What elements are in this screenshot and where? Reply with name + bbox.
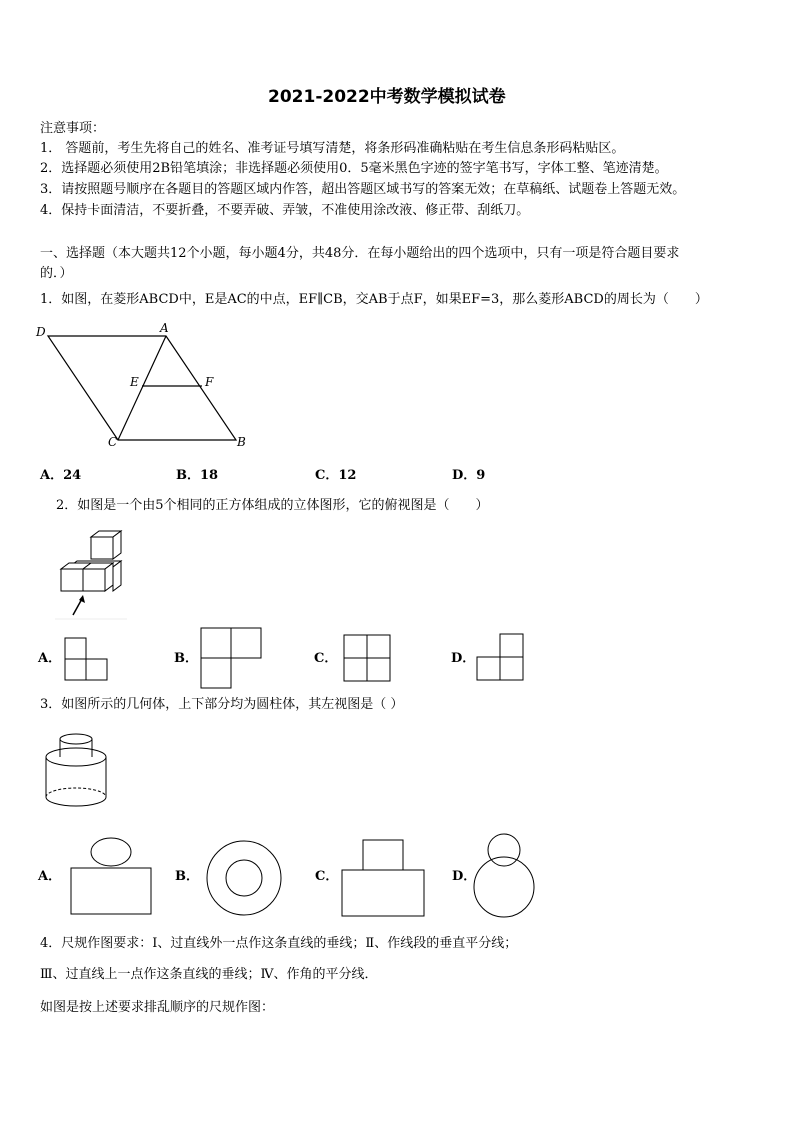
q1-option-b[interactable]: B．18	[176, 468, 219, 483]
question-4-line3: 如图是按上述要求排乱顺序的尺规作图：	[40, 1000, 275, 1015]
diagonal-ac	[118, 336, 166, 440]
label-e: E	[130, 375, 139, 389]
q3-option-a-figure	[68, 834, 158, 920]
question-2-text: 2．如图是一个由5个相同的正方体组成的立体图形，它的俯视图是（ ）	[56, 498, 489, 513]
q2-option-d-figure	[475, 632, 525, 682]
cubes-figure	[55, 527, 145, 627]
q2-option-a[interactable]: A．	[38, 651, 62, 666]
q3-option-b[interactable]: B．	[175, 869, 199, 884]
label-a: A	[160, 321, 169, 335]
q1-option-c[interactable]: C．12	[315, 468, 357, 483]
label-c: C	[108, 435, 118, 449]
q1-option-d[interactable]: D．9	[452, 468, 486, 483]
question-1-text: 1．如图，在菱形ABCD中，E是AC的中点，EF∥CB，交AB于点F，如果EF=3，那么菱形ABCD的周长为（ ）	[40, 292, 708, 307]
section-heading: 一、选择题（本大题共12个小题，每小题4分，共48分．在每小题给出的四个选项中，只有一项是符合题目要求	[40, 246, 680, 261]
question-3-text: 3．如图所示的几何体，上下部分均为圆柱体，其左视图是（ ）	[40, 697, 404, 712]
q2-option-c[interactable]: C．	[314, 651, 338, 666]
q2-option-a-figure	[63, 636, 109, 682]
notice-heading: 注意事项：	[40, 121, 106, 136]
notice-item: 1． 答题前，考生先将自己的姓名、准考证号填写清楚，将条形码准确粘贴在考生信息条形码粘贴区。	[40, 141, 625, 156]
question-4-line2: Ⅲ、过直线上一点作这条直线的垂线；Ⅳ、作角的平分线．	[40, 967, 378, 982]
q2-option-d[interactable]: D．	[451, 651, 476, 666]
notice-item: 4．保持卡面清洁，不要折叠，不要弄破、弄皱，不准使用涂改液、修正带、刮纸刀。	[40, 203, 530, 218]
label-b: B	[237, 435, 246, 449]
q3-option-a[interactable]: A．	[38, 869, 62, 884]
q1-option-a[interactable]: A．24	[40, 468, 82, 483]
section-heading-cont: 的．）	[40, 266, 73, 281]
rhombus-figure	[30, 320, 290, 450]
q3-option-c[interactable]: C．	[315, 869, 339, 884]
notice-item: 3．请按照题号顺序在各题目的答题区域内作答，超出答题区域书写的答案无效；在草稿纸、试题卷上答题无效。	[40, 182, 686, 197]
cylinders-figure	[42, 729, 122, 819]
question-4-line1: 4．尺规作图要求：Ⅰ、过直线外一点作这条直线的垂线；Ⅱ、作线段的垂直平分线；	[40, 936, 518, 951]
notice-item: 2．选择题必须使用2B铅笔填涂；非选择题必须使用0．5毫米黑色字迹的签字笔书写，字体工整、笔迹清楚。	[40, 161, 668, 176]
q3-option-d-figure	[477, 832, 537, 922]
q3-option-b-figure	[204, 838, 284, 918]
q2-option-c-figure	[342, 633, 392, 683]
q3-option-c-figure	[339, 838, 429, 920]
q2-option-b[interactable]: B．	[174, 651, 198, 666]
label-f: F	[205, 375, 214, 389]
q2-option-b-figure	[199, 626, 263, 690]
q3-option-d[interactable]: D．	[452, 869, 477, 884]
label-d: D	[36, 325, 46, 339]
page-title: 2021-2022中考数学模拟试卷	[268, 87, 506, 107]
